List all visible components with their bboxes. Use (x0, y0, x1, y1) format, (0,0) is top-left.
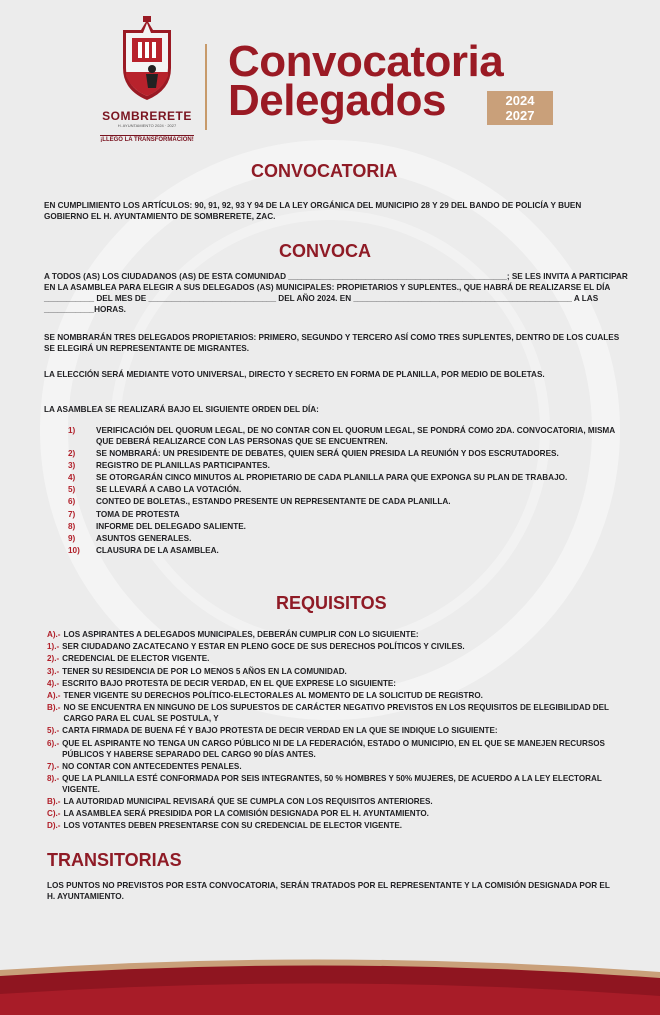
agenda-item (68, 448, 628, 459)
requisito-item-number: 4).- (47, 678, 60, 688)
convoca-heading: CONVOCA (279, 241, 372, 261)
title-line-1: Convocatoria (228, 37, 504, 86)
requisito-item-number: 1).- (47, 642, 60, 652)
transitorias-heading: TRANSITORIAS (47, 850, 182, 870)
requisito-item-text: NO SE ENCUENTRA EN NINGUNO DE LOS SUPUESTOS DE CARÁCTER NEGATIVO PREVISTOS EN LOS REQUISITOS DE ELEGIBILIDAD DEL CARGO PARA EL CUAL SE POSTULA, Y (63, 703, 609, 724)
agenda-item-text: REGISTRO DE PLANILLAS PARTICIPANTES. (96, 461, 270, 471)
requisito-item-number: D).- (47, 821, 61, 831)
agenda-item (68, 533, 628, 544)
requisito-item (47, 690, 637, 701)
requisito-item-text: TENER SU RESIDENCIA DE POR LO MENOS 5 AÑOS EN LA COMUNIDAD. (62, 666, 347, 676)
agenda-item (68, 545, 628, 556)
requisito-item-number: A).- (47, 630, 61, 639)
convocatoria-text: EN CUMPLIMIENTO LOS ARTÍCULOS: 90, 91, 92, 93 Y 94 DE LA LEY ORGÁNICA DEL MUNICIPIO 28 Y 29 DEL BANDO DE POLICÍA Y BUEN GOBIERNO EL H. AYUNTAMIENTO DE SOMBRERETE, ZAC. (44, 201, 582, 221)
requisito-item (47, 820, 637, 831)
requisito-item-text: CARTA FIRMADA DE BUENA FÉ Y BAJO PROTESTA DE DECIR VERDAD EN LA QUE SE INDIQUE LO SIGUIENTE: (62, 726, 498, 736)
requisito-item (47, 629, 637, 640)
header-divider (205, 44, 207, 130)
title-line-2: Delegados (228, 76, 447, 125)
agenda-item-number: 3) (68, 461, 76, 471)
logo-slogan: ¡LLEGÓ LA TRANSFORMACIÓN! (100, 137, 194, 143)
agenda-item-number: 9) (68, 533, 76, 543)
requisito-item-number: 6).- (47, 738, 60, 748)
agenda-item (68, 425, 628, 447)
agenda-item-text: SE LLEVARÁ A CABO LA VOTACIÓN. (96, 485, 242, 495)
agenda-item-text: CLAUSURA DE LA ASAMBLEA. (96, 545, 219, 555)
requisito-item-text: LOS ASPIRANTES A DELEGADOS MUNICIPALES, DEBERÁN CUMPLIR CON LO SIGUIENTE: (63, 630, 419, 639)
municipal-shield-icon (112, 14, 182, 102)
year-end: 2027 (505, 108, 535, 123)
requisito-item-number: 3).- (47, 666, 60, 676)
year-badge (487, 91, 553, 125)
agenda-list (68, 425, 628, 557)
agenda-item-text: ASUNTOS GENERALES. (96, 533, 192, 543)
requisito-item (47, 678, 637, 689)
requisito-item (47, 761, 637, 772)
requisito-item (47, 796, 637, 807)
agenda-item-text: SE OTORGARÁN CINCO MINUTOS AL PROPIETARIO DE CADA PLANILLA PARA QUE EXPONGA SU PLAN DE TRABAJO. (96, 473, 568, 483)
requisito-item-text: LA AUTORIDAD MUNICIPAL REVISARÁ QUE SE CUMPLA CON LOS REQUISITOS ANTERIORES. (63, 797, 433, 807)
requisito-item-number: A).- (47, 690, 61, 700)
convoca-agenda-intro: LA ASAMBLEA SE REALIZARÁ BAJO EL SIGUIENTE ORDEN DEL DÍA: (44, 405, 319, 414)
agenda-item (68, 484, 628, 495)
requisito-item (47, 641, 637, 652)
agenda-item (68, 509, 628, 520)
requisito-item-text: ESCRITO BAJO PROTESTA DE DECIR VERDAD, EN EL QUE EXPRESE LO SIGUIENTE: (62, 678, 396, 688)
agenda-item-text: CONTEO DE BOLETAS., ESTANDO PRESENTE UN REPRESENTANTE DE CADA PLANILLA. (96, 497, 451, 507)
agenda-item-number: 4) (68, 473, 76, 483)
agenda-item (68, 460, 628, 471)
requisito-item-text: NO CONTAR CON ANTECEDENTES PENALES. (62, 761, 242, 771)
requisito-item-number: 5).- (47, 726, 60, 736)
page-title (228, 37, 504, 125)
convoca-election-text: LA ELECCIÓN SERÁ MEDIANTE VOTO UNIVERSAL, DIRECTO Y SECRETO EN FORMA DE PLANILLA, POR MEDIO DE BOLETAS. (44, 370, 545, 379)
requisito-item (47, 725, 637, 736)
convoca-delegates-text: SE NOMBRARÁN TRES DELEGADOS PROPIETARIOS: PRIMERO, SEGUNDO Y TERCERO ASÍ COMO TRES SUPLENTES, DENTRO DE LOS CUALES SE ELEGIRÁ UN REPRESENTANTE DE MIGRANTES. (44, 333, 620, 353)
convoca-invitation: A TODOS (AS) LOS CIUDADANOS (AS) DE ESTA COMUNIDAD ________________________________________________; SE LES INVITA A PARTICIPAR EN LA ASAMBLEA PARA ELEGIR A SUS DELEGADOS (AS) MUNICIPALES: PROPIETARIOS Y SUPLENTES., QUE HABRÁ DE REALIZARSE EL DÍA ___________ DEL MES DE ____________________________ DEL AÑO 2024. EN ________________________________________________ A LAS ___________HORAS. (44, 272, 628, 314)
agenda-item-text: SE NOMBRARÁ: UN PRESIDENTE DE DEBATES, QUIEN SERÁ QUIEN PRESIDA LA REUNIÓN Y DOS ESCRUTADORES. (96, 449, 559, 459)
sombrerete-logo (98, 14, 196, 146)
requisito-item (47, 666, 637, 677)
requisito-item (47, 808, 637, 819)
requisito-item (47, 702, 637, 724)
agenda-item-number: 7) (68, 509, 76, 519)
agenda-item-number: 1) (68, 426, 76, 435)
agenda-item-number: 2) (68, 449, 76, 459)
agenda-item-text: VERIFICACIÓN DEL QUORUM LEGAL, DE NO CONTAR CON EL QUORUM LEGAL, SE PONDRÁ COMO 2DA. CONVOCATORIA, MISMA QUE DEBERÁ REALIZARCE CON LAS PERSONAS QUE SE ENCUENTREN. (96, 426, 615, 446)
logo-subtitle: H. AYUNTAMIENTO 2024 · 2027 (117, 123, 177, 128)
requisitos-heading: REQUISITOS (276, 593, 387, 613)
requisito-item (47, 738, 637, 760)
requisito-item-text: CREDENCIAL DE ELECTOR VIGENTE. (62, 654, 210, 664)
agenda-item (68, 496, 628, 507)
requisitos-list (47, 629, 637, 833)
requisito-item (47, 653, 637, 664)
footer-wave-decoration (0, 950, 660, 1015)
requisito-item-text: LOS VOTANTES DEBEN PRESENTARSE CON SU CREDENCIAL DE ELECTOR VIGENTE. (63, 821, 402, 831)
requisito-item-number: 2).- (47, 654, 60, 664)
requisito-item-text: SER CIUDADANO ZACATECANO Y ESTAR EN PLENO GOCE DE SUS DERECHOS POLÍTICOS Y CIVILES. (62, 642, 465, 652)
page-header (0, 0, 660, 150)
agenda-item-number: 10) (68, 545, 80, 555)
agenda-item-text: TOMA DE PROTESTA (96, 509, 180, 519)
requisito-item-text: QUE EL ASPIRANTE NO TENGA UN CARGO PÚBLICO NI DE LA FEDERACIÓN, ESTADO O MUNICIPIO, EN EL QUE SE MANEJEN RECURSOS PÚBLICOS Y HABERSE SEPARADO DEL CARGO 90 DÍAS ANTES. (62, 738, 605, 759)
logo-brand-name: SOMBRERETE (102, 109, 192, 123)
requisito-item-text: LA ASAMBLEA SERÁ PRESIDIDA POR LA COMISIÓN DESIGNADA POR EL H. AYUNTAMIENTO. (63, 809, 429, 819)
agenda-item-text: INFORME DEL DELEGADO SALIENTE. (96, 521, 246, 531)
agenda-item-number: 5) (68, 485, 76, 495)
requisito-item-number: B).- (47, 703, 61, 713)
agenda-item-number: 6) (68, 497, 76, 507)
requisito-item-text: TENER VIGENTE SU DERECHOS POLÍTICO-ELECTORALES AL MOMENTO DE LA SOLICITUD DE REGISTRO. (63, 690, 483, 700)
convocatoria-heading: CONVOCATORIA (251, 161, 398, 181)
agenda-item-number: 8) (68, 521, 76, 531)
requisito-item-number: B).- (47, 797, 61, 807)
requisito-item-number: 7).- (47, 761, 60, 771)
requisito-item (47, 773, 637, 795)
requisito-item-number: 8).- (47, 773, 60, 783)
requisito-item-text: QUE LA PLANILLA ESTÉ CONFORMADA POR SEIS INTEGRANTES, 50 % HOMBRES Y 50% MUJERES, DE ACUERDO A LA LEY ELECTORAL VIGENTE. (62, 773, 602, 794)
agenda-item (68, 521, 628, 532)
agenda-item (68, 472, 628, 483)
year-start: 2024 (505, 93, 535, 108)
transitorias-text: LOS PUNTOS NO PREVISTOS POR ESTA CONVOCATORIA, SERÁN TRATADOS POR EL REPRESENTANTE Y LA COMISIÓN DESIGNADA POR EL H. AYUNTAMIENTO. (47, 881, 610, 901)
requisito-item-number: C).- (47, 809, 61, 819)
